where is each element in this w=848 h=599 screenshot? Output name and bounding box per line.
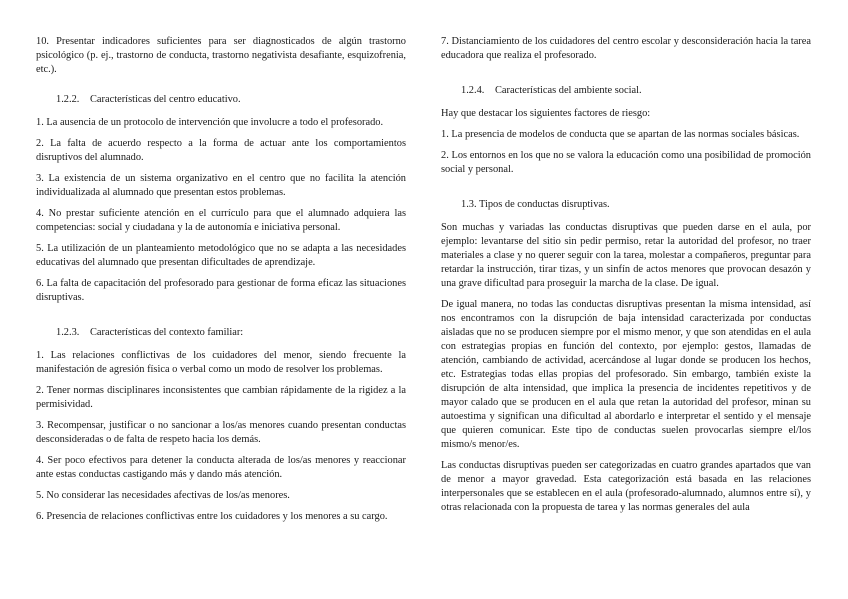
left-column <box>36 35 406 531</box>
body-paragraph: Son muchas y variadas las conductas disruptivas que pueden darse en el aula, por ejemplo: levantarse del sitio sin pedir permiso, retar la autoridad del profesor, no traer materiales a clase y no querer seguir con la tarea, molestar a compañeros, preguntar para retardar la instrucción, tirar tizas, y un sinfín de actos menores que provocan desazón y una grave dificultad para proseguir la marcha de la clase. De igual. <box>441 222 811 289</box>
section-heading-1-3 <box>461 198 811 212</box>
section-title: Características del contexto familiar: <box>90 327 244 338</box>
list-item: 3. Recompensar, justificar o no sancionar a los/as menores cuando presentan conductas desconsideradas o de falta de respeto hacia los demás. <box>36 420 406 445</box>
list-item: 5. No considerar las necesidades afectivas de los/as menores. <box>36 490 290 501</box>
section-title: Características del centro educativo. <box>90 94 241 105</box>
list-item: 5. La utilización de un planteamiento metodológico que no se adapta a las necesidades educativas del alumnado que presentan dificultades de aprendizaje. <box>36 243 406 268</box>
list-item: 1. La presencia de modelos de conducta que se apartan de las normas sociales básicas. <box>441 129 800 140</box>
section-intro: Hay que destacar los siguientes factores de riesgo: <box>441 108 651 119</box>
body-paragraph: De igual manera, no todas las conductas disruptivas presentan la misma intensidad, así nos encontramos con la disrupción de baja intensidad caracterizada por conductas aisladas que no se producen siempre por el mismo menor, y que son atendidas en el aula con estrategias propias en función del contexto, por ejemplo: gestos, llamadas de atención, cambiando de actividad, acercándose al lugar donde se producen los hechos, etc. Estrategias todas ellas propias del profesorado. Sin embargo, también existe la disrupción de alta intensidad, que implica la presencia de incidentes repetitivos y de mayor calado que se producen en el aula que retan la autoridad del profesor, minan su autoestima y significan una dificultad al abordarlo e interpretar el sentido y el mensaje que quieren comunicar. Este tipo de conductas suelen provocarlas siempre el/los mismo/s menor/es. <box>441 299 811 450</box>
section-heading-1-2-4 <box>461 84 811 98</box>
list-item: 4. Ser poco efectivos para detener la conducta alterada de los/as menores y reaccionar ante estas conductas castigando más y dando más atención. <box>36 455 406 480</box>
list-item: 6. La falta de capacitación del profesorado para gestionar de forma eficaz las situaciones disruptivas. <box>36 278 406 303</box>
section-number: 1.2.3. <box>56 327 80 338</box>
list-item: 4. No prestar suficiente atención en el currículo para que el alumnado adquiera las competencias: social y ciudadana y la de autonomía e iniciativa personal. <box>36 208 406 233</box>
list-item: 3. La existencia de un sistema organizativo en el centro que no facilita la atención individualizada al alumnado que presentan estos problemas. <box>36 173 406 198</box>
section-title: 1.3. Tipos de conductas disruptivas. <box>461 199 610 210</box>
list-item: 6. Presencia de relaciones conflictivas entre los cuidadores y los menores a su cargo. <box>36 511 388 522</box>
list-item: 2. Los entornos en los que no se valora la educación como una posibilidad de promoción social y personal. <box>441 150 811 175</box>
body-paragraph: Las conductas disruptivas pueden ser categorizadas en cuatro grandes apartados que van de menor a mayor gravedad. Esta categorización está basada en las relaciones interpersonales que se establecen en el aula (profesorado-alumnado, alumnos entre sí), y otras relacionada con la propuesta de tarea y las normas generales del aula <box>441 460 811 513</box>
list-item: 2. La falta de acuerdo respecto a la forma de actuar ante los comportamientos disruptivos del alumnado. <box>36 138 406 163</box>
section-heading-1-2-3 <box>56 326 406 340</box>
section-title: Características del ambiente social. <box>495 85 642 96</box>
section-number: 1.2.2. <box>56 94 80 105</box>
list-item: 10. Presentar indicadores suficientes para ser diagnosticados de algún trastorno psicológico (p. ej., trastorno de conducta, trastorno negativista desafiante, esquizofrenia, etc.). <box>36 36 406 75</box>
list-item: 2. Tener normas disciplinares inconsistentes que cambian rápidamente de la rigidez a la permisividad. <box>36 385 406 410</box>
list-item: 1. La ausencia de un protocolo de intervención que involucre a todo el profesorado. <box>36 117 384 128</box>
section-number: 1.2.4. <box>461 85 485 96</box>
right-column <box>441 35 811 522</box>
list-item: 1. Las relaciones conflictivas de los cuidadores del menor, siendo frecuente la manifestación de agresión física o verbal como un modo de resolver los problemas. <box>36 350 406 375</box>
list-item: 7. Distanciamiento de los cuidadores del centro escolar y desconsideración hacia la tarea educadora que realiza el profesorado. <box>441 36 811 61</box>
section-heading-1-2-2 <box>56 93 406 107</box>
